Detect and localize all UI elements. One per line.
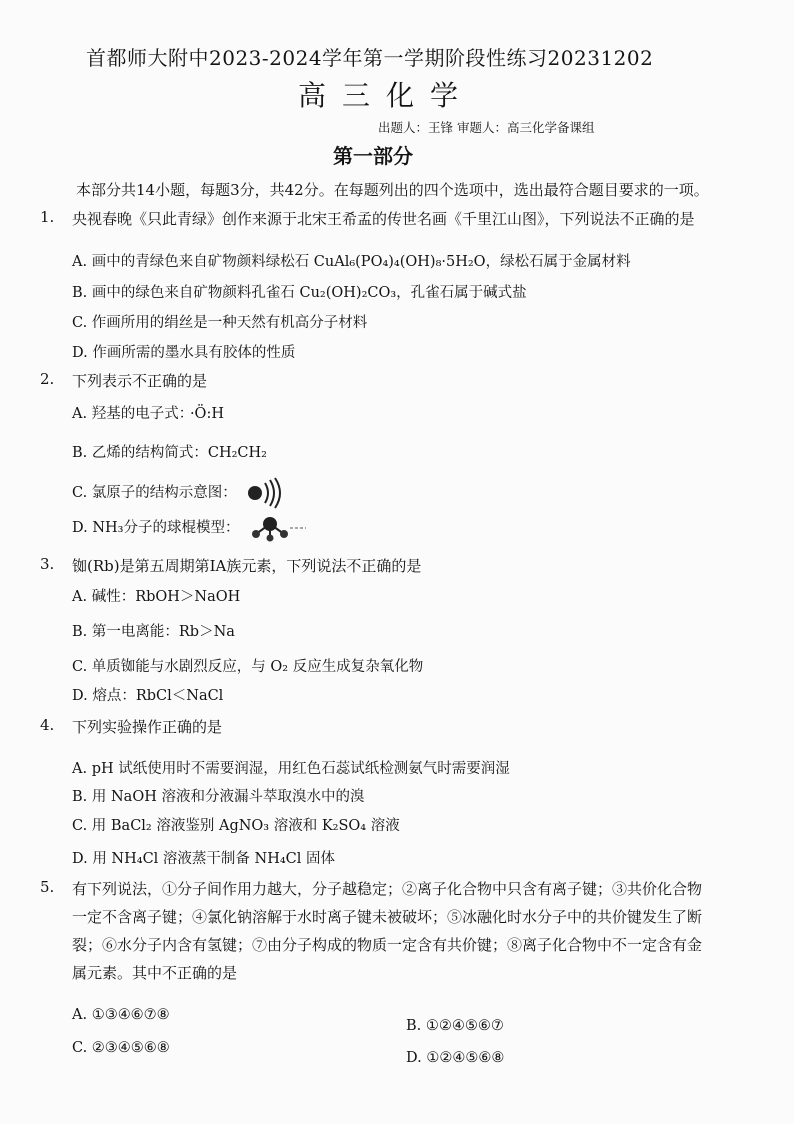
option-d xyxy=(72,514,308,542)
chlorine-atom-diagram-icon xyxy=(245,477,285,509)
question-number: 3. xyxy=(40,555,55,573)
option-d: D. 熔点：RbCl＜NaCl xyxy=(72,688,224,704)
part-heading: 第一部分 xyxy=(333,144,413,168)
option-c: C. ②③④⑤⑥⑧ xyxy=(72,1040,170,1056)
part-intro: 本部分共14小题，每题3分，共42分。在每题列出的四个选项中，选出最符合题目要求的一项。 xyxy=(76,181,709,199)
option-c-label: C. 氯原子的结构示意图： xyxy=(72,485,237,501)
ammonia-ball-stick-icon xyxy=(248,514,308,542)
option-b: B. 画中的绿色来自矿物颜料孔雀石 Cu₂(OH)₂CO₃，孔雀石属于碱式盐 xyxy=(72,285,527,301)
exam-title: 首都师大附中2023-2024学年第一学期阶段性练习20231202 xyxy=(86,46,654,70)
option-b: B. 乙烯的结构简式：CH₂CH₂ xyxy=(72,445,267,461)
question-stem: 央视春晚《只此青绿》创作来源于北宋王希孟的传世名画《千里江山图》，下列说法不正确的是 xyxy=(72,210,695,228)
question-number: 5. xyxy=(40,878,55,896)
question-number: 2. xyxy=(40,370,55,388)
option-a: A. 画中的青绿色来自矿物颜料绿松石 CuAl₆(PO₄)₄(OH)₈·5H₂O，绿松石属于金属材料 xyxy=(72,254,631,270)
option-c: C. 作画所用的绢丝是一种天然有机高分子材料 xyxy=(72,315,368,331)
question-stem-line: 一定不含离子键；④氯化钠溶解于水时离子键未被破坏；⑤冰融化时水分子中的共价键发生了断 xyxy=(72,908,703,926)
option-a: A. pH 试纸使用时不需要润湿，用红色石蕊试纸检测氨气时需要润湿 xyxy=(72,761,510,777)
option-c: C. 单质铷能与水剧烈反应，与 O₂ 反应生成复杂氧化物 xyxy=(72,659,424,675)
option-a-label: A. 羟基的电子式： xyxy=(72,406,186,422)
option-c: C. 用 BaCl₂ 溶液鉴别 AgNO₃ 溶液和 K₂SO₄ 溶液 xyxy=(72,818,400,834)
subject-title: 高三化学 xyxy=(298,79,475,112)
option-d: D. 用 NH₄Cl 溶液蒸干制备 NH₄Cl 固体 xyxy=(72,851,336,867)
option-d-label: D. NH₃分子的球棍模型： xyxy=(72,520,240,536)
question-stem: 铷(Rb)是第五周期第IA族元素，下列说法不正确的是 xyxy=(72,557,422,575)
question-number: 1. xyxy=(40,208,55,226)
question-stem-line: 属元素。其中不正确的是 xyxy=(72,964,238,982)
option-a xyxy=(72,402,224,423)
question-number: 4. xyxy=(40,716,55,734)
question-stem-line: 有下列说法，①分子间作用力越大，分子越稳定；②离子化合物中只含有离子键；③共价化合物 xyxy=(72,880,703,898)
option-b: B. 第一电离能：Rb＞Na xyxy=(72,624,235,640)
option-b: B. ①②④⑤⑥⑦ xyxy=(406,1018,504,1034)
option-a: A. 碱性：RbOH＞NaOH xyxy=(72,589,241,605)
option-d: D. ①②④⑤⑥⑧ xyxy=(406,1050,505,1066)
option-d: D. 作画所需的墨水具有胶体的性质 xyxy=(72,345,296,361)
option-a: A. ①③④⑥⑦⑧ xyxy=(72,1007,170,1023)
question-stem: 下列表示不正确的是 xyxy=(72,372,208,390)
hydroxyl-electron-formula: ·Ö:H xyxy=(189,406,224,422)
option-c xyxy=(72,477,285,509)
question-stem-line: 裂；⑥水分子内含有氢键；⑦由分子构成的物质一定含有共价键；⑧离子化合物中不一定含有金 xyxy=(72,936,703,954)
option-b: B. 用 NaOH 溶液和分液漏斗萃取溴水中的溴 xyxy=(72,789,365,805)
question-stem: 下列实验操作正确的是 xyxy=(72,718,223,736)
authors-line: 出题人：王锋 审题人：高三化学备课组 xyxy=(378,120,595,135)
